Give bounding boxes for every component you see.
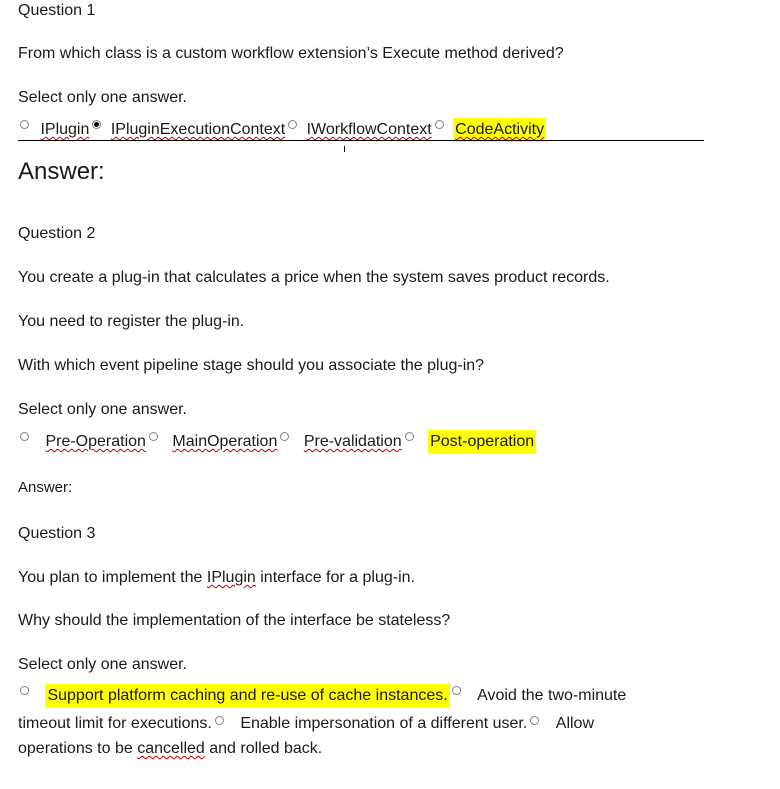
- q2-option-3-label[interactable]: Pre-validation: [303, 433, 402, 450]
- text-cursor: [344, 146, 345, 152]
- q3-iplugin-link: IPlugin: [206, 569, 256, 586]
- q3-option-2-radio[interactable]: [452, 686, 461, 695]
- q3-option-4-cancelled-word[interactable]: cancelled: [137, 740, 205, 757]
- q3-option-4-label-b-pre[interactable]: operations to be: [18, 740, 138, 757]
- q2-title: Question 2: [18, 225, 96, 242]
- q2-option-2-radio[interactable]: [149, 432, 158, 441]
- q3-option-3-label[interactable]: Enable impersonation of a different user.: [240, 715, 528, 732]
- q3-question-text-1: [18, 568, 415, 588]
- q3-instruction: Select only one answer.: [18, 656, 187, 673]
- q3-options-line-1: [20, 684, 626, 708]
- q2-question-text-3: With which event pipeline stage should you associate the plug-in?: [18, 357, 485, 374]
- q3-question-text-2: Why should the implementation of the interface be stateless?: [18, 612, 451, 629]
- q1-option-4-label[interactable]: CodeActivity: [453, 118, 546, 142]
- q2-option-1-label[interactable]: Pre-Operation: [45, 433, 146, 450]
- q3-option-3-radio[interactable]: [215, 716, 224, 725]
- q3-option-1-radio[interactable]: [20, 686, 29, 695]
- answer-divider: [18, 140, 704, 141]
- q3-options-line-3: [18, 739, 322, 759]
- q1-answer-label: Answer:: [18, 158, 105, 185]
- q1-option-4-radio[interactable]: [435, 120, 444, 129]
- q1-instruction: Select only one answer.: [18, 89, 187, 106]
- q3-title: Question 3: [18, 525, 96, 542]
- q1-option-3-radio[interactable]: [288, 120, 297, 129]
- q3-text-1-pre: You plan to implement the: [18, 569, 207, 586]
- q1-option-2-radio[interactable]: [92, 120, 101, 129]
- q2-option-4-label[interactable]: Post-operation: [428, 430, 536, 454]
- q3-option-2-label-a[interactable]: Avoid the two-minute: [477, 687, 627, 704]
- q1-option-3-label[interactable]: IWorkflowContext: [306, 121, 432, 138]
- q3-options-line-2: [18, 714, 594, 734]
- q2-option-4-radio[interactable]: [405, 432, 414, 441]
- q1-title: Question 1: [18, 2, 96, 19]
- q2-option-3-radio[interactable]: [280, 432, 289, 441]
- q2-instruction: Select only one answer.: [18, 401, 187, 418]
- q1-option-1-radio[interactable]: [20, 120, 29, 129]
- q1-option-1-label[interactable]: IPlugin: [40, 121, 90, 138]
- q3-text-1-post: interface for a plug-in.: [255, 569, 415, 586]
- q2-option-1-radio[interactable]: [20, 432, 29, 441]
- q2-option-2-label[interactable]: MainOperation: [172, 433, 278, 450]
- q1-option-2-label[interactable]: IPluginExecutionContext: [110, 121, 286, 138]
- q2-question-text-1: You create a plug-in that calculates a price when the system saves product records.: [18, 269, 610, 286]
- q3-option-1-label[interactable]: Support platform caching and re-use of cache instances.: [45, 684, 449, 708]
- q3-option-2-label-b[interactable]: timeout limit for executions.: [18, 715, 212, 732]
- q3-option-4-radio[interactable]: [530, 716, 539, 725]
- q1-question-text: From which class is a custom workflow extension’s Execute method derived?: [18, 45, 564, 62]
- q2-options: [20, 430, 536, 454]
- q1-options: [20, 118, 546, 142]
- q3-option-4-label-b-post[interactable]: and rolled back.: [204, 740, 323, 757]
- q2-question-text-2: You need to register the plug-in.: [18, 313, 245, 330]
- q2-answer-label: Answer:: [18, 479, 73, 496]
- q3-option-4-label-a[interactable]: Allow: [555, 715, 594, 732]
